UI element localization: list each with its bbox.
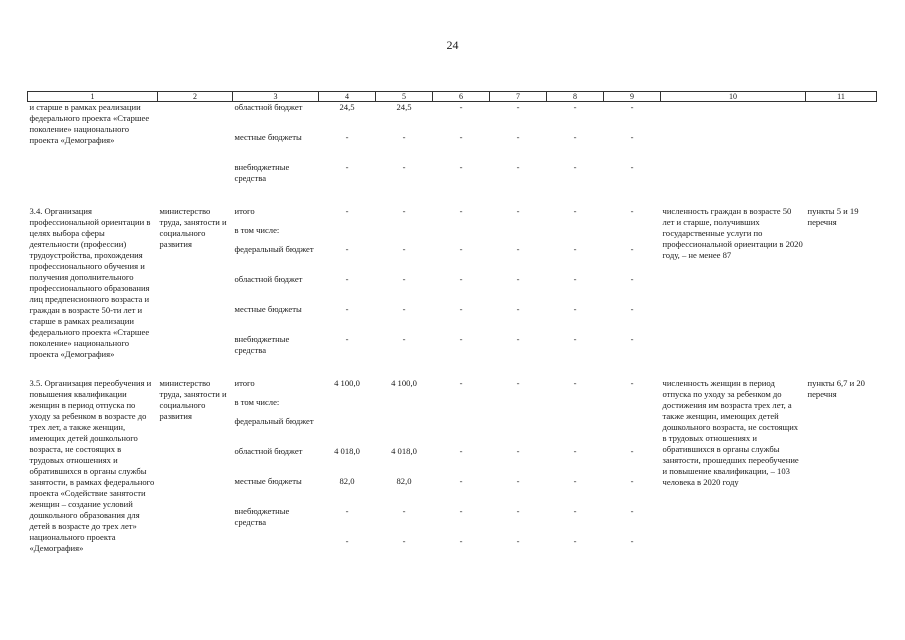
funding-source-cell	[233, 102, 319, 193]
funding-value: 4 018,0	[391, 446, 417, 456]
column-number: 11	[806, 92, 877, 102]
funding-value	[606, 397, 659, 416]
funding-value-column	[547, 378, 604, 566]
funding-value-column	[433, 378, 490, 566]
funding-source-cell	[233, 378, 319, 566]
funding-value-column	[490, 206, 547, 364]
funding-value	[549, 225, 602, 244]
funding-value: -	[573, 536, 577, 546]
funding-value: -	[516, 244, 520, 254]
funding-value: -	[516, 506, 520, 516]
funding-value	[435, 225, 488, 244]
funding-value: -	[630, 132, 634, 142]
funding-value-column	[433, 206, 490, 364]
funding-value: -	[459, 536, 463, 546]
funding-value: -	[516, 304, 520, 314]
column-number: 2	[158, 92, 233, 102]
funding-value-column	[604, 378, 661, 566]
funding-source-label: внебюджетные средства	[234, 334, 290, 355]
funding-value: -	[516, 132, 520, 142]
reference-cell: пункты 5 и 19 перечня	[807, 206, 859, 227]
funding-value	[378, 416, 431, 446]
funding-value: -	[573, 102, 577, 112]
funding-value: 4 100,0	[334, 378, 360, 388]
funding-value	[492, 225, 545, 244]
funding-value: -	[630, 506, 634, 516]
spacer-cell	[28, 192, 877, 206]
funding-value-column	[376, 378, 433, 566]
funding-value	[549, 416, 602, 446]
funding-value: -	[573, 378, 577, 388]
measure-name-cell: 3.4. Организация профессиональной ориентации в целях выбора сферы деятельности (профессии) трудоустройства, прохождения профессионального обучения и получения дополнительного профессионального образования лиц предпенсионного возраста и граждан в возрасте 50-ти лет и старше в рамках реализации федерального проекта «Старшее поколение» национального проекта «Демография»	[29, 206, 151, 359]
result-indicator-cell: численность женщин в период отпуска по уходу за ребенком до достижения им возраста трех лет, а также женщин, имеющих детей дошкольного возраста, не состоящих в трудовых отношениях и обратившихся в органы службы занятости, прошедших переобучение и повышение квалификации, – 103 человека в 2020 году	[662, 378, 799, 487]
funding-value: -	[459, 162, 463, 172]
funding-value	[321, 416, 374, 446]
spacer-cell	[28, 364, 877, 378]
funding-source-label: областной бюджет	[234, 102, 303, 112]
funding-value: -	[459, 378, 463, 388]
funding-value: -	[345, 334, 349, 344]
funding-source-label: областной бюджет	[234, 446, 303, 456]
row-spacer	[28, 364, 877, 378]
funding-value	[435, 397, 488, 416]
funding-value: -	[516, 334, 520, 344]
table-row	[28, 102, 877, 193]
funding-value: -	[345, 244, 349, 254]
funding-value: -	[345, 506, 349, 516]
funding-value: -	[345, 162, 349, 172]
funding-value	[321, 397, 374, 416]
funding-value: -	[516, 536, 520, 546]
funding-source-label: итого	[234, 206, 255, 216]
funding-value	[321, 225, 374, 244]
funding-value: -	[573, 476, 577, 486]
funding-value: -	[459, 244, 463, 254]
funding-value: -	[630, 378, 634, 388]
funding-value: -	[459, 304, 463, 314]
funding-value: -	[402, 506, 406, 516]
funding-value: -	[459, 476, 463, 486]
funding-value: -	[459, 206, 463, 216]
funding-value: 24,5	[339, 102, 355, 112]
funding-value	[378, 225, 431, 244]
column-number: 5	[376, 92, 433, 102]
funding-value: -	[345, 132, 349, 142]
funding-value: -	[345, 536, 349, 546]
funding-value	[492, 416, 545, 446]
funding-value-column	[547, 102, 604, 193]
reference-cell: пункты 6,7 и 20 перечня	[807, 378, 865, 399]
funding-value: -	[630, 446, 634, 456]
funding-value-column	[319, 378, 376, 566]
funding-value: 24,5	[396, 102, 412, 112]
funding-value: -	[516, 378, 520, 388]
funding-value-column	[604, 206, 661, 364]
funding-value: -	[516, 162, 520, 172]
column-number: 7	[490, 92, 547, 102]
funding-value: -	[630, 304, 634, 314]
funding-value: -	[630, 206, 634, 216]
funding-source-label: местные бюджеты	[234, 304, 302, 314]
funding-value-column	[604, 102, 661, 193]
funding-value: -	[630, 536, 634, 546]
funding-value	[606, 225, 659, 244]
funding-value: 82,0	[339, 476, 355, 486]
funding-value	[378, 397, 431, 416]
funding-source-label: федеральный бюджет	[234, 416, 314, 426]
funding-value: -	[402, 274, 406, 284]
funding-value: -	[573, 304, 577, 314]
funding-value-column	[319, 206, 376, 364]
funding-value: -	[630, 334, 634, 344]
funding-source-label: внебюджетные средства	[234, 162, 290, 183]
funding-value: -	[345, 304, 349, 314]
column-number: 9	[604, 92, 661, 102]
funding-value: -	[459, 446, 463, 456]
funding-value: -	[459, 506, 463, 516]
page-number: 24	[446, 38, 459, 52]
funding-value: -	[573, 446, 577, 456]
funding-source-label: итого	[234, 378, 255, 388]
funding-value: -	[402, 304, 406, 314]
funding-value: -	[402, 244, 406, 254]
funding-value: -	[402, 132, 406, 142]
funding-value: -	[459, 274, 463, 284]
funding-value: -	[573, 206, 577, 216]
funding-value: 4 018,0	[334, 446, 360, 456]
funding-value: -	[402, 162, 406, 172]
funding-value: -	[630, 102, 634, 112]
table-row	[28, 378, 877, 566]
funding-value-column	[376, 206, 433, 364]
funding-value: -	[402, 536, 406, 546]
column-number: 6	[433, 92, 490, 102]
program-table-container	[27, 91, 876, 566]
funding-value: -	[345, 206, 349, 216]
funding-source-label: местные бюджеты	[234, 476, 302, 486]
funding-source-label: в том числе:	[234, 225, 280, 235]
column-number: 10	[661, 92, 806, 102]
column-number: 8	[547, 92, 604, 102]
row-spacer	[28, 192, 877, 206]
funding-value: -	[516, 274, 520, 284]
funding-value: -	[459, 102, 463, 112]
table-body	[28, 102, 877, 567]
funding-value: -	[459, 334, 463, 344]
funding-value	[492, 397, 545, 416]
funding-source-label: внебюджетные средства	[234, 506, 290, 527]
funding-value: -	[573, 274, 577, 284]
funding-value: -	[630, 162, 634, 172]
funding-value: -	[516, 476, 520, 486]
funding-value: -	[573, 244, 577, 254]
executor-cell: министерство труда, занятости и социального развития	[159, 206, 227, 249]
funding-value: -	[573, 334, 577, 344]
executor-cell	[158, 102, 233, 193]
column-number-row	[28, 92, 877, 102]
funding-value: -	[630, 476, 634, 486]
funding-value-column	[490, 378, 547, 566]
result-indicator-cell: численность граждан в возрасте 50 лет и старше, получивших государственные услуги по профессиональной ориентации в 2020 году, – не менее 87	[662, 206, 803, 260]
funding-value: -	[573, 162, 577, 172]
funding-source-label: областной бюджет	[234, 274, 303, 284]
funding-source-label: федеральный бюджет	[234, 244, 314, 254]
funding-source-label	[235, 536, 317, 566]
funding-value: -	[402, 206, 406, 216]
funding-value: -	[573, 506, 577, 516]
column-number: 4	[319, 92, 376, 102]
funding-value: -	[516, 102, 520, 112]
funding-value	[606, 416, 659, 446]
funding-value: -	[516, 206, 520, 216]
funding-value	[549, 397, 602, 416]
funding-source-label: в том числе:	[234, 397, 280, 407]
table-row	[28, 206, 877, 364]
funding-value: -	[630, 274, 634, 284]
funding-value: -	[402, 334, 406, 344]
funding-source-cell	[233, 206, 319, 364]
funding-value-column	[490, 102, 547, 193]
funding-value-column	[376, 102, 433, 193]
measure-name-cell: и старше в рамках реализации федерального проекта «Старшее поколение» национального проекта «Демография»	[29, 102, 150, 145]
funding-value-column	[547, 206, 604, 364]
funding-value	[435, 416, 488, 446]
funding-value: -	[516, 446, 520, 456]
funding-value-column	[319, 102, 376, 193]
funding-value: 82,0	[396, 476, 412, 486]
funding-value: 4 100,0	[391, 378, 417, 388]
funding-value: -	[630, 244, 634, 254]
funding-value: -	[573, 132, 577, 142]
column-number: 1	[28, 92, 158, 102]
funding-value-column	[433, 102, 490, 193]
funding-value: -	[345, 274, 349, 284]
executor-cell: министерство труда, занятости и социального развития	[159, 378, 227, 421]
reference-cell	[806, 102, 877, 193]
funding-value: -	[459, 132, 463, 142]
result-indicator-cell	[661, 102, 806, 193]
measure-name-cell: 3.5. Организация переобучения и повышения квалификации женщин в период отпуска по уходу за ребенком в возрасте до трех лет, а также женщин, имеющих детей дошкольного возраста, не состоящих в трудовых отношениях и обратившихся в органы службы занятости, в рамках федерального проекта «Содействие занятости женщин – создание условий дошкольного образования для детей в возрасте до трех лет» национального проекта «Демография»	[29, 378, 155, 553]
column-number: 3	[233, 92, 319, 102]
program-table	[27, 91, 877, 566]
funding-source-label: местные бюджеты	[234, 132, 302, 142]
